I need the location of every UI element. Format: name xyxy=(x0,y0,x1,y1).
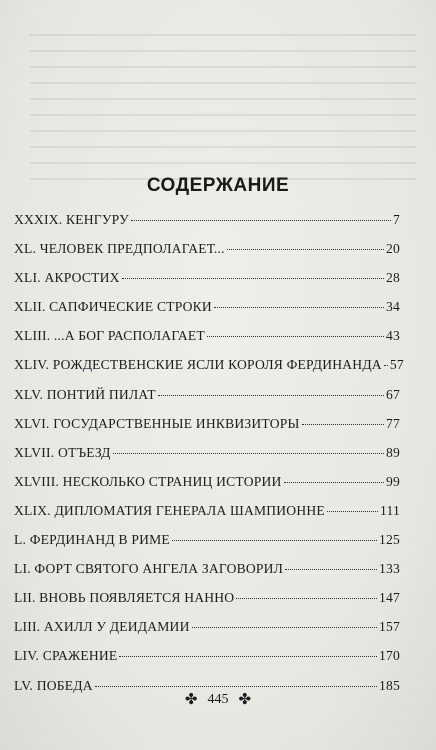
toc-entry xyxy=(14,357,404,386)
toc-entry xyxy=(14,561,400,590)
dot-leader xyxy=(384,365,388,366)
toc-entry-title: XL. ЧЕЛОВЕК ПРЕДПОЛАГАЕТ... xyxy=(14,241,225,257)
toc-entry-title: L. ФЕРДИНАНД В РИМЕ xyxy=(14,532,170,548)
ornament-left-icon: ✤ xyxy=(184,691,198,708)
toc-entry-page: 147 xyxy=(379,590,400,606)
toc-entry-page: 170 xyxy=(379,648,400,664)
toc-entry xyxy=(14,648,400,677)
toc-entry-page: 125 xyxy=(379,532,400,548)
toc-entry xyxy=(14,445,400,474)
dot-leader xyxy=(285,569,377,570)
dot-leader xyxy=(119,656,377,657)
toc-entry xyxy=(14,474,400,503)
toc-entry-page: 34 xyxy=(386,299,400,315)
dot-leader xyxy=(192,627,377,628)
toc-entry-page: 185 xyxy=(379,677,400,693)
toc-entry-title: XLVIII. НЕСКОЛЬКО СТРАНИЦ ИСТОРИИ xyxy=(14,473,282,489)
dot-leader xyxy=(236,598,377,599)
dot-leader xyxy=(131,220,391,221)
toc-entry-title: LIII. АХИЛЛ У ДЕИДАМИИ xyxy=(14,619,190,635)
dot-leader xyxy=(214,307,384,308)
toc-entry xyxy=(14,532,400,561)
toc-entry xyxy=(14,387,400,416)
toc-entry-page: 157 xyxy=(379,619,400,635)
dot-leader xyxy=(284,482,384,483)
toc-entry-title: LI. ФОРТ СВЯТОГО АНГЕЛА ЗАГОВОРИЛ xyxy=(14,561,284,577)
dot-leader xyxy=(207,336,384,337)
toc-entry-title: XLIV. РОЖДЕСТВЕНСКИЕ ЯСЛИ КОРОЛЯ ФЕРДИНАНДА xyxy=(14,357,382,373)
ornament-right-icon: ✤ xyxy=(238,691,252,708)
toc-entry-page: 67 xyxy=(386,386,400,402)
toc-entry-title: XXXIX. КЕНГУРУ xyxy=(14,212,129,227)
dot-leader xyxy=(172,540,377,541)
dot-leader xyxy=(122,278,384,279)
toc-entry xyxy=(14,241,400,270)
toc-entry-page: 133 xyxy=(379,561,400,577)
toc-entry-title: XLII. САПФИЧЕСКИЕ СТРОКИ xyxy=(14,299,212,315)
toc-entry-title: XLV. ПОНТИЙ ПИЛАТ xyxy=(14,386,156,402)
toc-entry xyxy=(14,212,400,241)
dot-leader xyxy=(158,395,384,396)
toc-entry-page: 89 xyxy=(386,444,400,460)
dot-leader xyxy=(302,424,384,425)
toc-entry-page: 7 xyxy=(393,212,400,227)
toc-entry xyxy=(14,503,400,532)
toc-entry-title: XLVII. ОТЪЕЗД xyxy=(14,444,111,460)
toc-entry-page: 43 xyxy=(386,328,400,344)
page-number: 445 xyxy=(207,692,229,707)
toc-entry-page: 28 xyxy=(386,270,400,286)
dot-leader xyxy=(327,511,378,512)
toc-entry-title: XLIII. ...А БОГ РАСПОЛАГАЕТ xyxy=(14,328,205,344)
toc-entry xyxy=(14,590,400,619)
toc-entry xyxy=(14,328,400,357)
toc-entry-title: LV. ПОБЕДА xyxy=(14,677,93,693)
toc-entry-page: 111 xyxy=(380,502,400,518)
toc-entry xyxy=(14,416,400,445)
toc-entry xyxy=(14,619,400,648)
dot-leader xyxy=(227,249,384,250)
toc-entry-page: 20 xyxy=(386,241,400,257)
toc-entry xyxy=(14,299,400,328)
toc-entry xyxy=(14,270,400,299)
toc-entry-title: LII. ВНОВЬ ПОЯВЛЯЕТСЯ НАННО xyxy=(14,590,235,606)
toc-entry-title: XLI. АКРОСТИХ xyxy=(14,270,120,286)
toc-entry-title: XLVI. ГОСУДАРСТВЕННЫЕ ИНКВИЗИТОРЫ xyxy=(14,415,300,431)
page-footer xyxy=(0,692,436,708)
toc-list xyxy=(14,212,404,707)
toc-entry-title: LIV. СРАЖЕНИЕ xyxy=(14,648,118,664)
toc-entry-page: 99 xyxy=(386,473,400,489)
toc-entry-page: 77 xyxy=(386,415,400,431)
dot-leader xyxy=(113,453,384,454)
toc-title: СОДЕРЖАНИЕ xyxy=(146,175,290,196)
dot-leader xyxy=(95,686,377,687)
toc-entry-page: 57 xyxy=(389,357,404,373)
toc-entry-title: XLIX. ДИПЛОМАТИЯ ГЕНЕРАЛА ШАМПИОННЕ xyxy=(14,502,325,518)
